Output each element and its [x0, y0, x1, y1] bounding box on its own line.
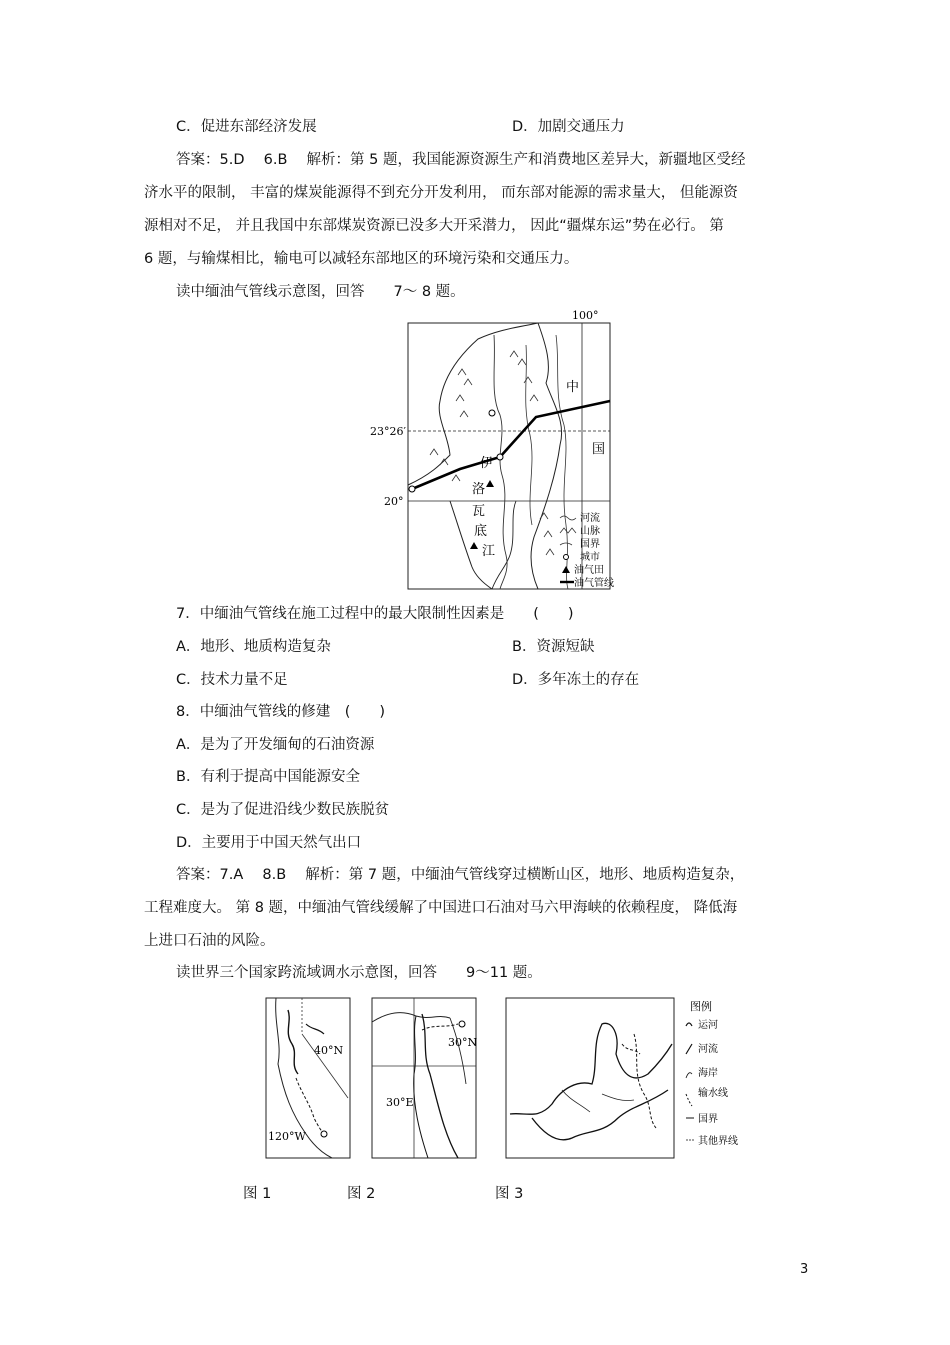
q8-option-b: B．有利于提高中国能源安全 [176, 769, 360, 785]
q7-option-d: D．多年冻土的存在 [512, 672, 640, 688]
fig1-lat: 40°N [314, 1044, 344, 1057]
answer-7-8-line-1: 答案：7.A 8.B 解析：第 7 题，中缅油气管线穿过横断山区，地形、地质构造复杂， [176, 867, 745, 883]
intro-7-8: 读中缅油气管线示意图，回答 7～ 8 题。 [176, 284, 465, 300]
caption-fig1: 图 1 [243, 1186, 272, 1202]
caption-fig2: 图 2 [347, 1186, 376, 1202]
lon-label: 100° [572, 309, 599, 322]
pipeline-map [360, 305, 620, 595]
answer-7-8-line-2: 工程难度大。 第 8 题，中缅油气管线缓解了中国进口石油对马六甲海峡的依赖程度， 降低海 [144, 900, 738, 916]
river-char-4: 底 [474, 524, 488, 539]
svg-text:国界: 国界 [580, 539, 600, 550]
river-char-2: 洛 [472, 482, 486, 497]
q7-option-a: A．地形、地质构造复杂 [176, 639, 331, 655]
fig-legend [686, 999, 738, 1147]
river-char-3: 瓦 [472, 504, 486, 519]
q7-option-c: C．技术力量不足 [176, 672, 288, 688]
q6-option-d: D．加剧交通压力 [512, 119, 625, 135]
river-char-5: 江 [482, 544, 496, 559]
q8-stem: 8．中缅油气管线的修建 ( ) [176, 704, 386, 720]
svg-text:运河: 运河 [698, 1020, 718, 1031]
caption-fig3: 图 3 [495, 1186, 524, 1202]
q6-option-c: C．促进东部经济发展 [176, 119, 317, 135]
fig3-map [506, 998, 674, 1158]
svg-text:河流: 河流 [580, 513, 600, 524]
page-number: 3 [800, 1262, 809, 1277]
fig2-lat: 30°N [448, 1036, 478, 1049]
q8-option-c: C．是为了促进沿线少数民族脱贫 [176, 802, 390, 818]
river-char-1: 伊 [480, 456, 494, 471]
map-china-char-1: 中 [566, 380, 580, 395]
fig2-lon: 30°E [386, 1096, 414, 1109]
map1-legend [560, 511, 614, 589]
q8-option-d: D．主要用于中国天然气出口 [176, 835, 362, 851]
q7-option-b: B．资源短缺 [512, 639, 595, 655]
answer-5-6-line-4: 6 题，与输煤相比，输电可以减轻东部地区的环境污染和交通压力。 [144, 251, 579, 267]
svg-text:城市: 城市 [580, 552, 600, 563]
svg-text:其他界线: 其他界线 [698, 1136, 738, 1147]
fig1-map [266, 998, 350, 1158]
svg-text:图例: 图例 [690, 1000, 712, 1013]
lat-label-tropic: 23°26′ [370, 425, 406, 438]
svg-text:油气管线: 油气管线 [574, 578, 614, 589]
fig1-lon: 120°W [268, 1130, 306, 1143]
answer-7-8-line-3: 上进口石油的风险。 [144, 933, 275, 949]
svg-text:输水线: 输水线 [698, 1088, 728, 1099]
svg-text:油气田: 油气田 [574, 565, 604, 576]
intro-9-11: 读世界三个国家跨流域调水示意图，回答 9～11 题。 [176, 965, 542, 981]
answer-5-6-line-2: 济水平的限制， 丰富的煤炭能源得不到充分开发利用， 而东部对能源的需求量大， 但能源资 [144, 185, 738, 201]
svg-text:山脉: 山脉 [580, 526, 600, 537]
map-china-char-2: 国 [592, 442, 606, 457]
svg-text:海岸: 海岸 [698, 1068, 718, 1079]
lat-label-20: 20° [384, 495, 404, 508]
fig2-map [372, 998, 477, 1158]
water-transfer-maps [262, 994, 738, 1164]
svg-text:国界: 国界 [698, 1114, 718, 1125]
svg-text:河流: 河流 [698, 1044, 718, 1055]
answer-5-6-line-3: 源相对不足， 并且我国中东部煤炭资源已没多大开采潜力， 因此“疆煤东运”势在必行。 第 [144, 218, 724, 234]
q8-option-a: A．是为了开发缅甸的石油资源 [176, 737, 375, 753]
answer-5-6-line-1: 答案：5.D 6.B 解析：第 5 题，我国能源资源生产和消费地区差异大，新疆地区受经 [176, 152, 746, 168]
q7-stem: 7．中缅油气管线在施工过程中的最大限制性因素是 ( ) [176, 606, 574, 622]
